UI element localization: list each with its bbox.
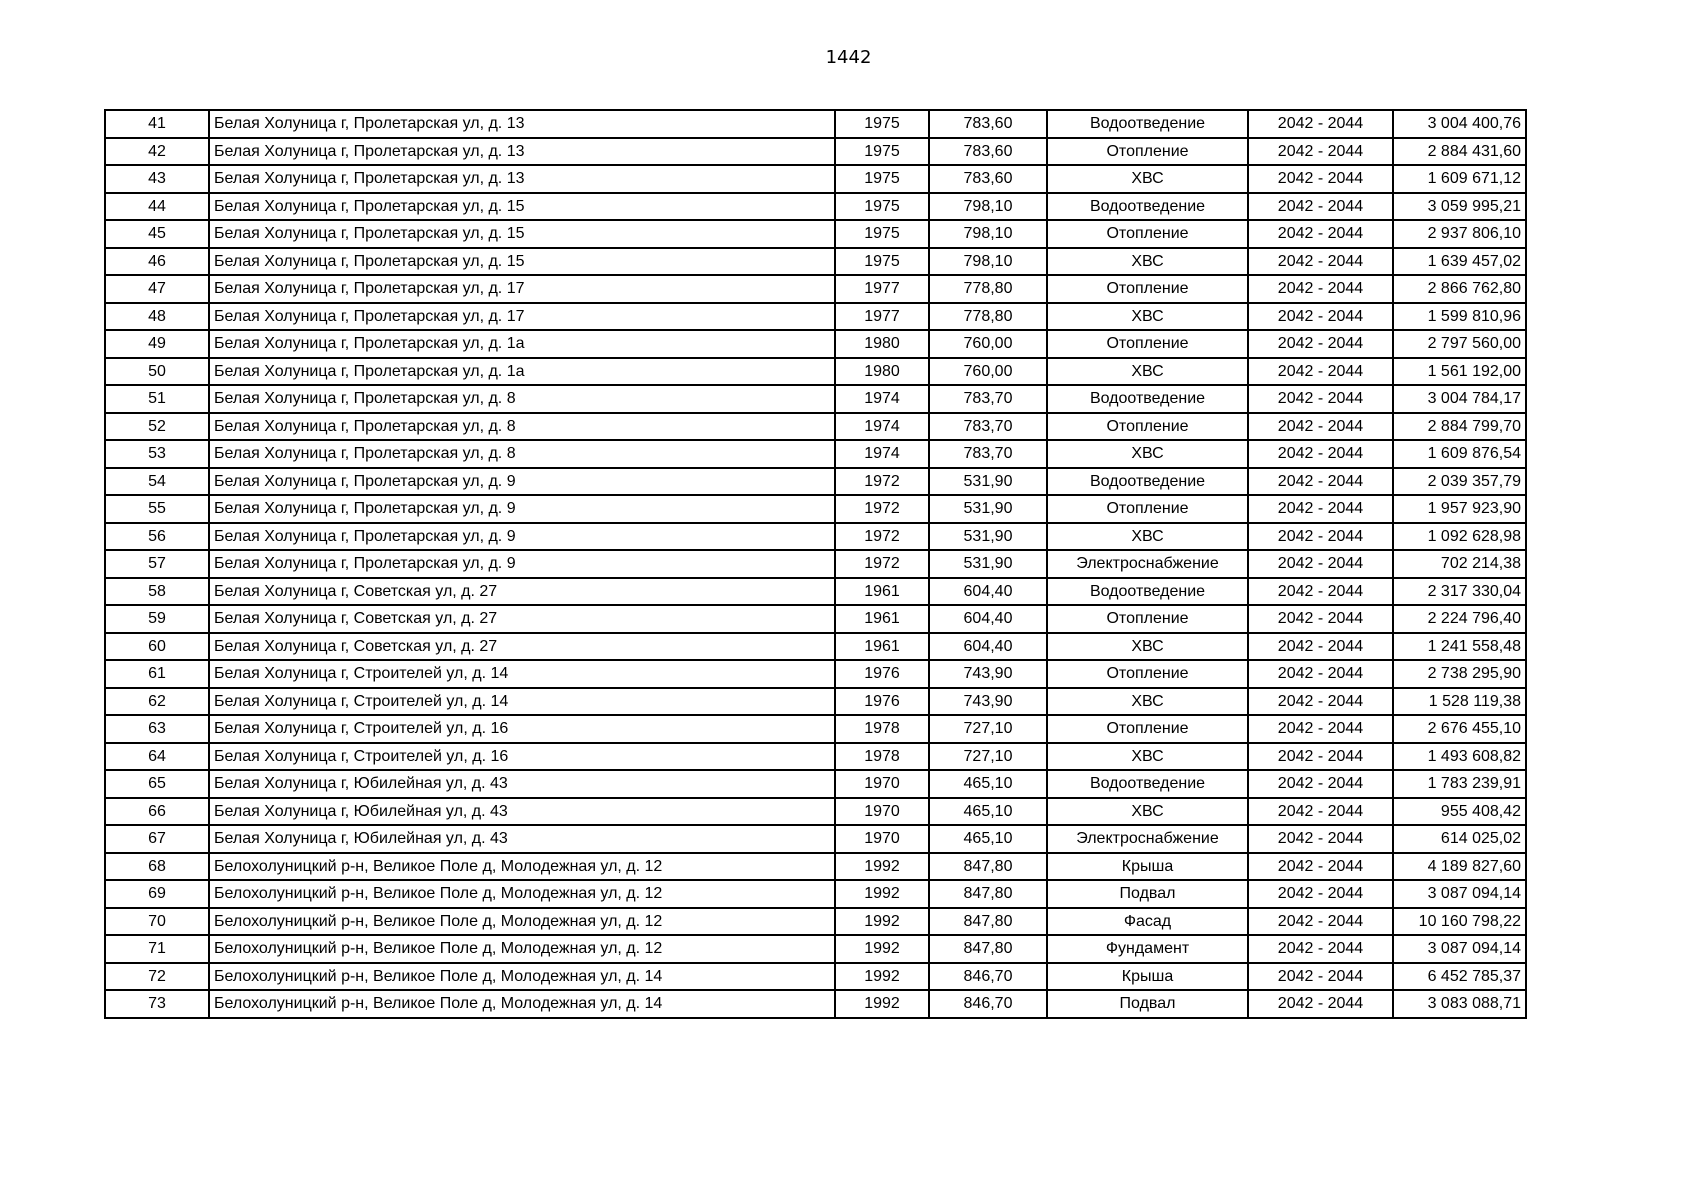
address-cell: Белая Холуница г, Юбилейная ул, д. 43: [209, 770, 835, 798]
row-number-cell: 56: [105, 523, 209, 551]
build-year-cell: 1974: [835, 413, 929, 441]
period-cell: 2042 - 2044: [1248, 853, 1393, 881]
table-row: [105, 385, 1526, 413]
area-cell: 846,70: [929, 990, 1047, 1018]
area-cell: 727,10: [929, 715, 1047, 743]
area-cell: 847,80: [929, 935, 1047, 963]
build-year-cell: 1992: [835, 963, 929, 991]
row-number-cell: 72: [105, 963, 209, 991]
table-row: [105, 798, 1526, 826]
work-type-cell: ХВС: [1047, 743, 1248, 771]
work-type-cell: Отопление: [1047, 660, 1248, 688]
area-cell: 531,90: [929, 523, 1047, 551]
build-year-cell: 1980: [835, 358, 929, 386]
address-cell: Белая Холуница г, Пролетарская ул, д. 13: [209, 165, 835, 193]
work-type-cell: Фундамент: [1047, 935, 1248, 963]
area-cell: 783,70: [929, 440, 1047, 468]
address-cell: Белая Холуница г, Пролетарская ул, д. 15: [209, 193, 835, 221]
row-number-cell: 41: [105, 110, 209, 138]
table-row: [105, 935, 1526, 963]
address-cell: Белая Холуница г, Пролетарская ул, д. 8: [209, 440, 835, 468]
address-cell: Белая Холуница г, Пролетарская ул, д. 9: [209, 550, 835, 578]
build-year-cell: 1992: [835, 853, 929, 881]
address-cell: Белохолуницкий р-н, Великое Поле д, Молодежная ул, д. 12: [209, 880, 835, 908]
table-row: [105, 303, 1526, 331]
address-cell: Белая Холуница г, Пролетарская ул, д. 17: [209, 303, 835, 331]
address-cell: Белая Холуница г, Пролетарская ул, д. 17: [209, 275, 835, 303]
work-type-cell: Отопление: [1047, 275, 1248, 303]
row-number-cell: 70: [105, 908, 209, 936]
period-cell: 2042 - 2044: [1248, 330, 1393, 358]
address-cell: Белая Холуница г, Строителей ул, д. 14: [209, 660, 835, 688]
table-row: [105, 633, 1526, 661]
address-cell: Белая Холуница г, Пролетарская ул, д. 8: [209, 413, 835, 441]
period-cell: 2042 - 2044: [1248, 578, 1393, 606]
work-type-cell: Отопление: [1047, 413, 1248, 441]
cost-cell: 1 561 192,00: [1393, 358, 1526, 386]
build-year-cell: 1978: [835, 715, 929, 743]
build-year-cell: 1975: [835, 248, 929, 276]
build-year-cell: 1970: [835, 825, 929, 853]
period-cell: 2042 - 2044: [1248, 633, 1393, 661]
row-number-cell: 65: [105, 770, 209, 798]
period-cell: 2042 - 2044: [1248, 358, 1393, 386]
table-row: [105, 743, 1526, 771]
area-cell: 798,10: [929, 248, 1047, 276]
build-year-cell: 1992: [835, 990, 929, 1018]
row-number-cell: 57: [105, 550, 209, 578]
table-row: [105, 413, 1526, 441]
cost-cell: 2 797 560,00: [1393, 330, 1526, 358]
cost-cell: 2 884 431,60: [1393, 138, 1526, 166]
period-cell: 2042 - 2044: [1248, 413, 1393, 441]
build-year-cell: 1992: [835, 908, 929, 936]
cost-cell: 955 408,42: [1393, 798, 1526, 826]
build-year-cell: 1961: [835, 605, 929, 633]
build-year-cell: 1978: [835, 743, 929, 771]
row-number-cell: 71: [105, 935, 209, 963]
address-cell: Белая Холуница г, Юбилейная ул, д. 43: [209, 798, 835, 826]
work-type-cell: Отопление: [1047, 220, 1248, 248]
period-cell: 2042 - 2044: [1248, 495, 1393, 523]
build-year-cell: 1972: [835, 468, 929, 496]
row-number-cell: 53: [105, 440, 209, 468]
cost-cell: 1 493 608,82: [1393, 743, 1526, 771]
period-cell: 2042 - 2044: [1248, 523, 1393, 551]
period-cell: 2042 - 2044: [1248, 880, 1393, 908]
row-number-cell: 58: [105, 578, 209, 606]
area-cell: 760,00: [929, 330, 1047, 358]
address-cell: Белая Холуница г, Пролетарская ул, д. 9: [209, 468, 835, 496]
table-row: [105, 138, 1526, 166]
address-cell: Белохолуницкий р-н, Великое Поле д, Молодежная ул, д. 12: [209, 935, 835, 963]
area-cell: 465,10: [929, 798, 1047, 826]
area-cell: 604,40: [929, 605, 1047, 633]
work-type-cell: ХВС: [1047, 688, 1248, 716]
period-cell: 2042 - 2044: [1248, 715, 1393, 743]
cost-cell: 3 083 088,71: [1393, 990, 1526, 1018]
work-type-cell: Электроснабжение: [1047, 825, 1248, 853]
address-cell: Белая Холуница г, Строителей ул, д. 16: [209, 743, 835, 771]
table-row: [105, 770, 1526, 798]
table-row: [105, 660, 1526, 688]
cost-cell: 2 937 806,10: [1393, 220, 1526, 248]
cost-cell: 2 866 762,80: [1393, 275, 1526, 303]
cost-cell: 1 599 810,96: [1393, 303, 1526, 331]
cost-cell: 1 639 457,02: [1393, 248, 1526, 276]
row-number-cell: 59: [105, 605, 209, 633]
period-cell: 2042 - 2044: [1248, 550, 1393, 578]
period-cell: 2042 - 2044: [1248, 248, 1393, 276]
period-cell: 2042 - 2044: [1248, 990, 1393, 1018]
cost-cell: 3 087 094,14: [1393, 935, 1526, 963]
work-type-cell: Крыша: [1047, 853, 1248, 881]
row-number-cell: 48: [105, 303, 209, 331]
table-row: [105, 523, 1526, 551]
build-year-cell: 1975: [835, 193, 929, 221]
period-cell: 2042 - 2044: [1248, 963, 1393, 991]
cost-cell: 1 528 119,38: [1393, 688, 1526, 716]
area-cell: 743,90: [929, 688, 1047, 716]
build-year-cell: 1972: [835, 550, 929, 578]
area-cell: 847,80: [929, 853, 1047, 881]
row-number-cell: 68: [105, 853, 209, 881]
work-type-cell: Фасад: [1047, 908, 1248, 936]
area-cell: 846,70: [929, 963, 1047, 991]
table-row: [105, 358, 1526, 386]
work-type-cell: ХВС: [1047, 358, 1248, 386]
area-cell: 783,60: [929, 138, 1047, 166]
address-cell: Белохолуницкий р-н, Великое Поле д, Молодежная ул, д. 14: [209, 963, 835, 991]
cost-cell: 3 004 784,17: [1393, 385, 1526, 413]
build-year-cell: 1992: [835, 880, 929, 908]
area-cell: 783,60: [929, 165, 1047, 193]
area-cell: 531,90: [929, 495, 1047, 523]
area-cell: 604,40: [929, 633, 1047, 661]
area-cell: 760,00: [929, 358, 1047, 386]
work-type-cell: ХВС: [1047, 165, 1248, 193]
address-cell: Белая Холуница г, Пролетарская ул, д. 1а: [209, 358, 835, 386]
table-row: [105, 715, 1526, 743]
work-type-cell: ХВС: [1047, 633, 1248, 661]
work-type-cell: ХВС: [1047, 523, 1248, 551]
work-type-cell: Отопление: [1047, 715, 1248, 743]
address-cell: Белая Холуница г, Пролетарская ул, д. 1а: [209, 330, 835, 358]
row-number-cell: 51: [105, 385, 209, 413]
row-number-cell: 52: [105, 413, 209, 441]
area-cell: 465,10: [929, 825, 1047, 853]
table-row: [105, 330, 1526, 358]
row-number-cell: 46: [105, 248, 209, 276]
table-row: [105, 825, 1526, 853]
work-type-cell: Водоотведение: [1047, 193, 1248, 221]
area-cell: 604,40: [929, 578, 1047, 606]
table-body: [105, 110, 1526, 1018]
area-cell: 727,10: [929, 743, 1047, 771]
table-row: [105, 688, 1526, 716]
row-number-cell: 61: [105, 660, 209, 688]
work-type-cell: Отопление: [1047, 330, 1248, 358]
table-row: [105, 165, 1526, 193]
row-number-cell: 49: [105, 330, 209, 358]
row-number-cell: 43: [105, 165, 209, 193]
area-cell: 465,10: [929, 770, 1047, 798]
row-number-cell: 45: [105, 220, 209, 248]
cost-cell: 614 025,02: [1393, 825, 1526, 853]
table-row: [105, 550, 1526, 578]
row-number-cell: 64: [105, 743, 209, 771]
cost-cell: 6 452 785,37: [1393, 963, 1526, 991]
row-number-cell: 47: [105, 275, 209, 303]
build-year-cell: 1977: [835, 275, 929, 303]
table-row: [105, 468, 1526, 496]
period-cell: 2042 - 2044: [1248, 825, 1393, 853]
address-cell: Белая Холуница г, Пролетарская ул, д. 15: [209, 248, 835, 276]
row-number-cell: 60: [105, 633, 209, 661]
build-year-cell: 1976: [835, 660, 929, 688]
area-cell: 531,90: [929, 550, 1047, 578]
period-cell: 2042 - 2044: [1248, 303, 1393, 331]
build-year-cell: 1972: [835, 495, 929, 523]
address-cell: Белая Холуница г, Строителей ул, д. 14: [209, 688, 835, 716]
area-cell: 531,90: [929, 468, 1047, 496]
cost-cell: 2 738 295,90: [1393, 660, 1526, 688]
build-year-cell: 1961: [835, 578, 929, 606]
table-row: [105, 908, 1526, 936]
build-year-cell: 1975: [835, 220, 929, 248]
row-number-cell: 55: [105, 495, 209, 523]
build-year-cell: 1977: [835, 303, 929, 331]
cost-cell: 2 317 330,04: [1393, 578, 1526, 606]
table-row: [105, 220, 1526, 248]
period-cell: 2042 - 2044: [1248, 275, 1393, 303]
period-cell: 2042 - 2044: [1248, 110, 1393, 138]
build-year-cell: 1972: [835, 523, 929, 551]
work-type-cell: Крыша: [1047, 963, 1248, 991]
work-type-cell: ХВС: [1047, 248, 1248, 276]
table-row: [105, 275, 1526, 303]
work-type-cell: Водоотведение: [1047, 578, 1248, 606]
address-cell: Белохолуницкий р-н, Великое Поле д, Молодежная ул, д. 12: [209, 853, 835, 881]
address-cell: Белая Холуница г, Советская ул, д. 27: [209, 578, 835, 606]
work-type-cell: Водоотведение: [1047, 770, 1248, 798]
build-year-cell: 1961: [835, 633, 929, 661]
address-cell: Белая Холуница г, Пролетарская ул, д. 13: [209, 110, 835, 138]
build-year-cell: 1975: [835, 138, 929, 166]
build-year-cell: 1975: [835, 110, 929, 138]
address-cell: Белая Холуница г, Советская ул, д. 27: [209, 633, 835, 661]
period-cell: 2042 - 2044: [1248, 165, 1393, 193]
cost-cell: 1 241 558,48: [1393, 633, 1526, 661]
build-year-cell: 1970: [835, 798, 929, 826]
work-type-cell: Отопление: [1047, 605, 1248, 633]
row-number-cell: 62: [105, 688, 209, 716]
row-number-cell: 63: [105, 715, 209, 743]
area-cell: 778,80: [929, 275, 1047, 303]
period-cell: 2042 - 2044: [1248, 385, 1393, 413]
cost-cell: 1 609 671,12: [1393, 165, 1526, 193]
table-row: [105, 578, 1526, 606]
address-cell: Белая Холуница г, Пролетарская ул, д. 9: [209, 523, 835, 551]
area-cell: 798,10: [929, 220, 1047, 248]
work-type-cell: Водоотведение: [1047, 468, 1248, 496]
area-cell: 783,60: [929, 110, 1047, 138]
area-cell: 847,80: [929, 908, 1047, 936]
row-number-cell: 44: [105, 193, 209, 221]
cost-cell: 702 214,38: [1393, 550, 1526, 578]
work-type-cell: ХВС: [1047, 303, 1248, 331]
period-cell: 2042 - 2044: [1248, 220, 1393, 248]
work-type-cell: Подвал: [1047, 880, 1248, 908]
row-number-cell: 66: [105, 798, 209, 826]
area-cell: 798,10: [929, 193, 1047, 221]
period-cell: 2042 - 2044: [1248, 770, 1393, 798]
work-type-cell: Отопление: [1047, 495, 1248, 523]
build-year-cell: 1976: [835, 688, 929, 716]
address-cell: Белая Холуница г, Пролетарская ул, д. 8: [209, 385, 835, 413]
cost-cell: 4 189 827,60: [1393, 853, 1526, 881]
period-cell: 2042 - 2044: [1248, 908, 1393, 936]
table-row: [105, 853, 1526, 881]
table-row: [105, 495, 1526, 523]
cost-cell: 2 884 799,70: [1393, 413, 1526, 441]
period-cell: 2042 - 2044: [1248, 468, 1393, 496]
area-cell: 783,70: [929, 413, 1047, 441]
period-cell: 2042 - 2044: [1248, 660, 1393, 688]
address-cell: Белая Холуница г, Советская ул, д. 27: [209, 605, 835, 633]
row-number-cell: 69: [105, 880, 209, 908]
table-row: [105, 605, 1526, 633]
work-type-cell: ХВС: [1047, 440, 1248, 468]
period-cell: 2042 - 2044: [1248, 798, 1393, 826]
work-type-cell: Подвал: [1047, 990, 1248, 1018]
area-cell: 783,70: [929, 385, 1047, 413]
cost-cell: 1 609 876,54: [1393, 440, 1526, 468]
table-row: [105, 963, 1526, 991]
build-year-cell: 1974: [835, 440, 929, 468]
cost-cell: 3 087 094,14: [1393, 880, 1526, 908]
address-cell: Белохолуницкий р-н, Великое Поле д, Молодежная ул, д. 14: [209, 990, 835, 1018]
period-cell: 2042 - 2044: [1248, 935, 1393, 963]
address-cell: Белохолуницкий р-н, Великое Поле д, Молодежная ул, д. 12: [209, 908, 835, 936]
table-row: [105, 110, 1526, 138]
row-number-cell: 54: [105, 468, 209, 496]
address-cell: Белая Холуница г, Строителей ул, д. 16: [209, 715, 835, 743]
cost-cell: 1 783 239,91: [1393, 770, 1526, 798]
row-number-cell: 67: [105, 825, 209, 853]
cost-cell: 10 160 798,22: [1393, 908, 1526, 936]
cost-cell: 3 004 400,76: [1393, 110, 1526, 138]
build-year-cell: 1974: [835, 385, 929, 413]
address-cell: Белая Холуница г, Пролетарская ул, д. 15: [209, 220, 835, 248]
table-row: [105, 990, 1526, 1018]
work-type-cell: Водоотведение: [1047, 110, 1248, 138]
build-year-cell: 1980: [835, 330, 929, 358]
cost-cell: 1 957 923,90: [1393, 495, 1526, 523]
area-cell: 743,90: [929, 660, 1047, 688]
period-cell: 2042 - 2044: [1248, 605, 1393, 633]
period-cell: 2042 - 2044: [1248, 688, 1393, 716]
area-cell: 847,80: [929, 880, 1047, 908]
work-type-cell: ХВС: [1047, 798, 1248, 826]
period-cell: 2042 - 2044: [1248, 193, 1393, 221]
table-row: [105, 193, 1526, 221]
row-number-cell: 50: [105, 358, 209, 386]
work-type-cell: Водоотведение: [1047, 385, 1248, 413]
cost-cell: 2 039 357,79: [1393, 468, 1526, 496]
cost-cell: 3 059 995,21: [1393, 193, 1526, 221]
table-row: [105, 440, 1526, 468]
address-cell: Белая Холуница г, Пролетарская ул, д. 13: [209, 138, 835, 166]
table-row: [105, 880, 1526, 908]
build-year-cell: 1970: [835, 770, 929, 798]
work-type-cell: Электроснабжение: [1047, 550, 1248, 578]
cost-cell: 2 224 796,40: [1393, 605, 1526, 633]
area-cell: 778,80: [929, 303, 1047, 331]
cost-cell: 1 092 628,98: [1393, 523, 1526, 551]
page-number: 1442: [825, 47, 872, 68]
row-number-cell: 73: [105, 990, 209, 1018]
table-row: [105, 248, 1526, 276]
build-year-cell: 1975: [835, 165, 929, 193]
work-type-cell: Отопление: [1047, 138, 1248, 166]
repair-schedule-table: [104, 109, 1527, 1019]
address-cell: Белая Холуница г, Юбилейная ул, д. 43: [209, 825, 835, 853]
period-cell: 2042 - 2044: [1248, 743, 1393, 771]
period-cell: 2042 - 2044: [1248, 440, 1393, 468]
period-cell: 2042 - 2044: [1248, 138, 1393, 166]
build-year-cell: 1992: [835, 935, 929, 963]
address-cell: Белая Холуница г, Пролетарская ул, д. 9: [209, 495, 835, 523]
cost-cell: 2 676 455,10: [1393, 715, 1526, 743]
row-number-cell: 42: [105, 138, 209, 166]
